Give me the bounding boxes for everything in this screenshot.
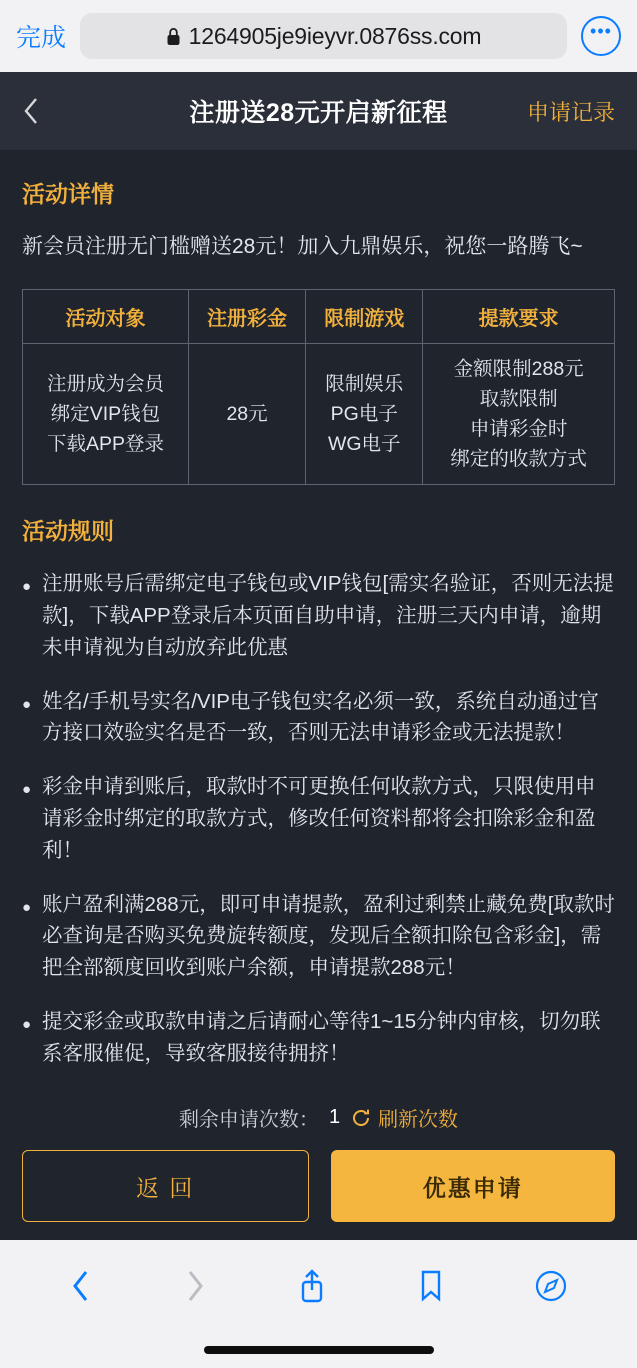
table-cell-withdraw — [423, 343, 615, 485]
bookmark-icon — [418, 1269, 444, 1303]
chevron-right-icon — [183, 1267, 207, 1305]
list-item — [22, 771, 615, 866]
compass-icon — [534, 1269, 568, 1303]
home-indicator-area — [0, 1332, 637, 1368]
share-icon — [297, 1268, 327, 1304]
cell-line: PG电子 — [330, 402, 398, 425]
app-header — [0, 72, 637, 150]
bullet-icon: ● — [22, 578, 32, 596]
rule-text: 注册账号后需绑定电子钱包或VIP钱包[需实名验证，否则无法提款]，下载APP登录后本页面自助申请，注册三天内申请，逾期未申请视为自动放弃此优惠 — [42, 572, 614, 659]
rule-text: 提交彩金或取款申请之后请耐心等待1~15分钟内审核，切勿联系客服催促，导致客服接待拥挤！ — [42, 1009, 601, 1065]
refresh-attempts-button[interactable] — [350, 1103, 458, 1132]
remaining-attempts-label: 剩余申请次数： — [178, 1109, 319, 1132]
cell-line: 绑定的收款方式 — [450, 448, 587, 471]
bullet-icon: ● — [22, 781, 32, 799]
remaining-attempts-row — [22, 1091, 615, 1150]
back-button[interactable]: 返 回 — [22, 1150, 309, 1222]
lock-icon — [166, 27, 181, 46]
cell-line: 取款限制 — [479, 387, 558, 410]
list-item — [22, 568, 615, 663]
application-records-link[interactable]: 申请记录 — [526, 99, 615, 125]
remaining-attempts-count: 1 — [328, 1106, 341, 1129]
url-text: 1264905je9ieyvr.0876ss.com — [188, 22, 482, 49]
home-indicator[interactable] — [204, 1346, 434, 1354]
table-cell-target — [23, 343, 189, 485]
browser-top-bar — [0, 0, 637, 72]
chevron-left-icon — [22, 96, 40, 126]
chevron-left-icon — [69, 1267, 93, 1305]
table-header-cell: 限制游戏 — [306, 289, 423, 343]
activity-detail-title: 活动详情 — [22, 181, 114, 207]
footer-area — [0, 1091, 637, 1240]
table-header-cell: 活动对象 — [23, 289, 189, 343]
tabs-button[interactable] — [534, 1269, 568, 1303]
refresh-attempts-label: 刷新次数 — [378, 1109, 459, 1132]
rule-text: 彩金申请到账后，取款时不可更换任何收款方式，只限使用申请彩金时绑定的取款方式，修改任何资料都将会扣除彩金和盈利！ — [42, 775, 596, 862]
bullet-icon: ● — [22, 1015, 32, 1033]
table-cell-bonus — [188, 343, 305, 485]
action-buttons-row — [22, 1150, 615, 1222]
refresh-icon — [350, 1107, 372, 1129]
browser-bottom-toolbar — [0, 1240, 637, 1332]
bullet-icon: ● — [22, 695, 32, 713]
rule-text: 姓名/手机号实名/VIP电子钱包实名必须一致，系统自动通过官方接口效验实名是否一致，否则无法申请彩金或无法提款！ — [42, 689, 599, 745]
activity-rules-title: 活动规则 — [22, 518, 114, 545]
page-back-button[interactable] — [22, 96, 62, 126]
list-item — [22, 1006, 615, 1070]
apply-promotion-button[interactable]: 优惠申请 — [331, 1150, 616, 1222]
list-item — [22, 889, 615, 984]
page-menu-button[interactable] — [581, 16, 621, 56]
cell-line: 下载APP登录 — [46, 433, 164, 456]
promo-table — [22, 289, 615, 486]
cell-line: 注册成为会员 — [46, 372, 164, 395]
table-header-cell: 提款要求 — [423, 289, 615, 343]
list-item — [22, 686, 615, 750]
table-cell-games — [306, 343, 423, 485]
more-dots-icon: ••• — [590, 21, 612, 41]
page-title: 注册送28元开启新征程 — [189, 99, 448, 127]
table-header-row — [23, 289, 615, 343]
promo-content — [0, 150, 637, 1091]
cell-line: 28元 — [226, 402, 268, 425]
cell-line: WG电子 — [327, 433, 401, 456]
bookmarks-button[interactable] — [418, 1269, 444, 1303]
browser-forward-button[interactable] — [183, 1267, 207, 1305]
cell-line: 金额限制288元 — [453, 357, 584, 380]
activity-intro-text: 新会员注册无门槛赠送28元！加入九鼎娱乐，祝您一路腾飞~ — [22, 235, 583, 258]
cell-line: 申请彩金时 — [469, 417, 568, 440]
table-row — [23, 343, 615, 485]
rule-text: 账户盈利满288元，即可申请提款，盈利过剩禁止藏免费[取款时必查询是否购买免费旋转额度，发现后全额扣除包含彩金]，需把全部额度回收到账户余额，申请提款288元！ — [42, 892, 615, 980]
table-header-cell: 注册彩金 — [188, 289, 305, 343]
rules-list — [22, 568, 615, 1069]
share-button[interactable] — [297, 1268, 327, 1304]
bullet-icon: ● — [22, 898, 32, 916]
cell-line: 绑定VIP钱包 — [50, 402, 161, 425]
cell-line: 限制娱乐 — [325, 372, 404, 395]
browser-back-button[interactable] — [69, 1267, 93, 1305]
address-bar[interactable] — [80, 13, 567, 59]
done-button[interactable]: 完成 — [16, 24, 67, 52]
